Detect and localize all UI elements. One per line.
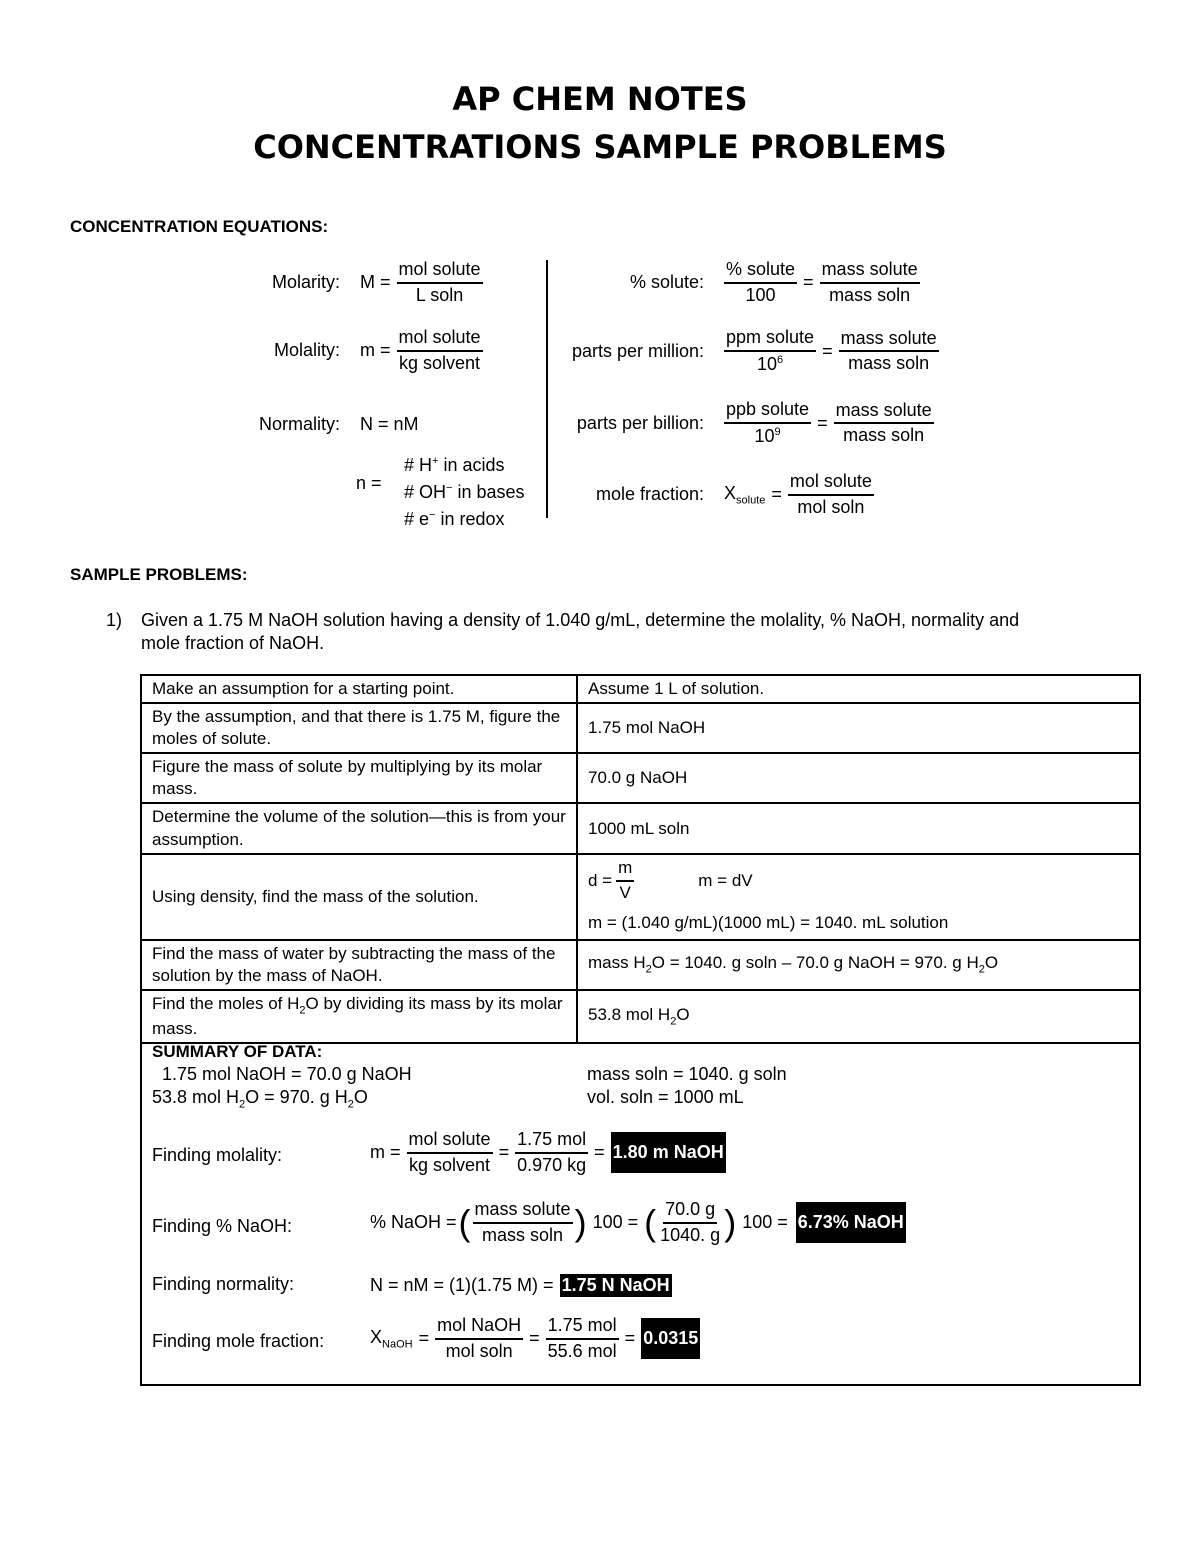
molality-calculation	[370, 1130, 726, 1176]
molality-lhs: m =	[360, 340, 391, 361]
step-result: 53.8 mol $H_2O$	[577, 990, 1140, 1043]
right-paren-icon: )	[574, 1201, 587, 1243]
calc-den: 55.6 mol	[547, 1340, 617, 1361]
molality-calc-label: Finding molality:	[152, 1145, 283, 1165]
n-definition-lhs: n =	[356, 473, 382, 493]
ppb-equation	[560, 400, 934, 447]
mole-fraction-den: mol soln	[797, 496, 865, 517]
ppm-fraction-2	[839, 329, 939, 375]
molality-numerator: mol solute	[397, 328, 483, 352]
calc-num: mass solute	[473, 1200, 573, 1224]
normality-calculation	[370, 1274, 672, 1297]
summary-vol-soln: vol. soln = 1000 mL	[587, 1087, 744, 1107]
step-result: mass $H_2O = 1040$. g soln – 70.0 g NaOH = 970. g $H_2O$	[577, 940, 1140, 990]
table-row	[141, 675, 1140, 703]
percent-num2: mass solute	[820, 260, 920, 284]
left-paren-icon: (	[644, 1201, 657, 1243]
problem-text-line1: Given a 1.75 M NaOH solution having a density of 1.040 g/mL, determine the molality, % NaOH, normality and	[141, 610, 1020, 630]
molarity-fraction	[397, 260, 483, 306]
column-divider	[546, 260, 548, 518]
calc-num: mol solute	[407, 1130, 493, 1154]
step-description: Find the moles of $H_2O$ by dividing its mass by its molar mass.	[141, 990, 577, 1043]
density-fraction	[616, 859, 634, 902]
calc-lhs: m =	[370, 1142, 401, 1163]
calc-num: 70.0 g	[663, 1200, 717, 1224]
calc-lhs: % NaOH =	[370, 1212, 457, 1233]
molarity-numerator: mol solute	[397, 260, 483, 284]
percent-den1: 100	[745, 284, 776, 305]
ppm-label: parts per million:	[571, 340, 704, 361]
calc-expr: N = nM = (1)(1.75 M) =	[370, 1275, 554, 1295]
left-paren-icon: (	[458, 1201, 471, 1243]
percent-fraction-1	[724, 260, 797, 306]
molality-answer: 1.80 m NaOH	[611, 1132, 726, 1173]
page-title-line2: CONCENTRATIONS SAMPLE PROBLEMS	[253, 128, 947, 166]
percent-answer: 6.73% NaOH	[796, 1202, 906, 1243]
calc-den: mol soln	[445, 1340, 513, 1361]
percent-fraction-2	[820, 260, 920, 306]
n-definition-list	[404, 450, 525, 531]
molality-denominator: kg solvent	[399, 352, 481, 373]
calc-fraction	[546, 1316, 619, 1362]
steps-table	[140, 674, 1141, 1044]
calc-fraction	[473, 1200, 573, 1246]
ppb-num1: ppb solute	[724, 400, 811, 424]
mole-fraction-equation	[560, 472, 874, 518]
molality-fraction	[397, 328, 483, 374]
density-den: V	[619, 882, 631, 902]
calc-multiplier: 100 =	[592, 1212, 639, 1233]
step-result: 70.0 g NaOH	[577, 753, 1140, 803]
ppm-num1: ppm solute	[724, 328, 816, 352]
percent-label: % solute:	[629, 272, 704, 293]
summary-heading: SUMMARY OF DATA:	[152, 1042, 323, 1061]
normality-calc-label: Finding normality:	[152, 1274, 295, 1294]
table-row	[141, 940, 1140, 990]
table-row	[141, 803, 1140, 853]
mole-fraction-calc-label: Finding mole fraction:	[152, 1331, 325, 1351]
percent-num1: % solute	[724, 260, 797, 284]
mole-fraction-fraction	[788, 472, 874, 518]
step-description: Determine the volume of the solution—this is from your assumption.	[141, 803, 577, 853]
mole-fraction-answer: 0.0315	[641, 1318, 700, 1359]
density-formula	[588, 859, 1129, 902]
ppb-fraction-1	[724, 400, 811, 447]
calc-fraction	[435, 1316, 523, 1362]
calc-equals: =	[624, 1328, 636, 1349]
mole-fraction-calculation	[370, 1316, 700, 1362]
page-title-line1: AP CHEM NOTES	[452, 80, 748, 118]
molarity-denominator: L soln	[415, 284, 464, 305]
molarity-lhs: M =	[360, 272, 391, 293]
percent-calculation	[370, 1200, 906, 1246]
step-description: Make an assumption for a starting point.	[141, 675, 577, 703]
equations-heading: CONCENTRATION EQUATIONS:	[70, 217, 329, 236]
calc-den: 1040. g	[660, 1224, 721, 1245]
step-description: Using density, find the mass of the solution.	[141, 854, 577, 940]
percent-equation	[560, 260, 920, 306]
calc-equals: =	[594, 1142, 605, 1163]
ppm-den2: mass soln	[848, 353, 930, 374]
ppm-equation	[560, 328, 939, 375]
percent-equals: =	[803, 272, 814, 293]
table-row	[141, 854, 1140, 940]
mole-fraction-lhs: $X_{solute}$	[724, 483, 766, 507]
mole-fraction-equals: =	[771, 484, 782, 505]
calc-multiplier: 100 =	[742, 1212, 788, 1233]
molality-label: Molality:	[273, 340, 340, 361]
calc-equals: =	[529, 1328, 540, 1349]
calc-den: kg solvent	[409, 1154, 491, 1175]
calc-fraction	[515, 1130, 588, 1176]
ppm-num2: mass solute	[839, 329, 939, 353]
problem-text-line2: mole fraction of NaOH.	[141, 633, 325, 653]
calc-equals: =	[498, 1142, 510, 1163]
molality-equation	[230, 328, 483, 374]
table-row	[141, 703, 1140, 753]
step-result	[577, 854, 1140, 940]
sample-heading: SAMPLE PROBLEMS:	[70, 565, 248, 584]
percent-calc-label: Finding % NaOH:	[152, 1216, 293, 1236]
density-lhs: d =	[588, 870, 613, 890]
ppm-equals: =	[822, 340, 833, 361]
molarity-label: Molarity:	[271, 272, 340, 293]
calc-num: 1.75 mol	[515, 1130, 588, 1154]
table-row	[141, 753, 1140, 803]
n-def-bases: # OH− in bases	[404, 482, 525, 502]
calc-num: 1.75 mol	[546, 1316, 619, 1340]
calc-num: mol NaOH	[435, 1316, 523, 1340]
mass-solution-calc: m = (1.040 g/mL)(1000 mL) = 1040. mL solution	[588, 913, 949, 933]
mole-fraction-num: mol solute	[788, 472, 874, 496]
ppb-den1: $10^9$	[754, 425, 781, 446]
calc-den: mass soln	[482, 1224, 564, 1245]
normality-answer: 1.75 N NaOH	[561, 1275, 670, 1295]
step-description: Find the mass of water by subtracting the mass of the solution by the mass of NaOH.	[141, 940, 577, 990]
normality-label: Normality:	[258, 414, 340, 434]
normality-equation	[230, 414, 419, 435]
summary-moles-naoh: 1.75 mol NaOH = 70.0 g NaOH	[162, 1064, 412, 1084]
percent-den2: mass soln	[829, 284, 911, 305]
ppb-num2: mass solute	[834, 401, 934, 425]
step-description: By the assumption, and that there is 1.75 M, figure the moles of solute.	[141, 703, 577, 753]
calc-fraction	[658, 1200, 722, 1246]
problem-number: 1)	[106, 610, 123, 630]
mole-fraction-label: mole fraction:	[595, 484, 704, 505]
ppm-den1: $10^6$	[756, 353, 784, 374]
step-description: Figure the mass of solute by multiplying by its molar mass.	[141, 753, 577, 803]
normality-expr: N = nM	[360, 414, 419, 434]
ppm-fraction-1	[724, 328, 816, 375]
calc-lhs: $X_{NaOH}$	[370, 1327, 413, 1351]
calc-fraction	[407, 1130, 493, 1176]
ppb-den2: mass soln	[843, 425, 925, 446]
calc-den: 0.970 kg	[517, 1154, 587, 1175]
n-def-acids: # H+ in acids	[404, 455, 505, 475]
summary-moles-water: 53.8 mol $H_2O = 970$. g $H_2O$	[152, 1087, 368, 1111]
ppb-label: parts per billion:	[576, 412, 704, 433]
mass-formula: m = dV	[698, 870, 753, 890]
step-result: 1.75 mol NaOH	[577, 703, 1140, 753]
ppb-equals: =	[817, 412, 828, 433]
n-def-redox: # e− in redox	[404, 509, 505, 529]
molarity-equation	[230, 260, 483, 306]
summary-mass-soln: mass soln = 1040. g soln	[587, 1064, 787, 1084]
step-result: Assume 1 L of solution.	[577, 675, 1140, 703]
calc-equals: =	[418, 1328, 430, 1349]
ppb-fraction-2	[834, 401, 934, 447]
density-num: m	[616, 859, 634, 882]
right-paren-icon: )	[724, 1201, 737, 1243]
step-result: 1000 mL soln	[577, 803, 1140, 853]
